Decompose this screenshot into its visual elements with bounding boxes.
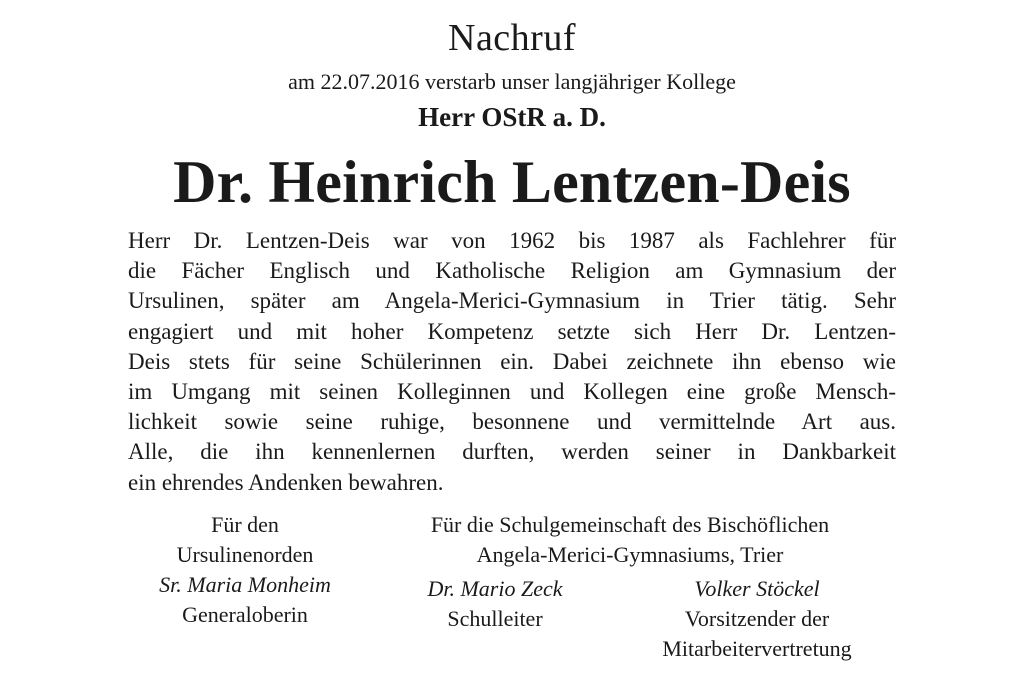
signatory-name: Sr. Maria Monheim <box>159 572 331 597</box>
body-line: lichkeit sowie seine ruhige, besonnene und vermittelnde Art aus. <box>128 409 896 435</box>
signature-org-line: Angela-Merici-Gymnasiums, Trier <box>476 542 784 567</box>
signature-school-heading <box>360 510 900 570</box>
body-line: im Umgang mit seinen Kolleginnen und Kollegen eine große Mensch- <box>128 378 896 404</box>
body-line: Herr Dr. Lentzen-Deis war von 1962 bis 1987 als Fachlehrer für <box>128 228 896 253</box>
body-line: Alle, die ihn kennenlernen durften, werden seiner in Dankbarkeit <box>128 439 896 465</box>
deceased-name: Dr. Heinrich Lentzen-Deis <box>173 149 851 215</box>
signature-org-line: Ursulinenorden <box>176 542 314 567</box>
signature-staff-representative <box>612 574 902 664</box>
signatory-name: Volker Stöckel <box>694 576 820 601</box>
body-line: engagiert und mit hoher Kompetenz setzte sich Herr Dr. Lentzen- <box>128 318 896 344</box>
body-line: Ursulinen, später am Angela-Merici-Gymnasium in Trier tätig. Sehr <box>128 288 896 314</box>
signature-principal <box>390 574 600 634</box>
signature-org-line: Für den <box>211 512 279 537</box>
signature-org-line: Für die Schulgemeinschaft des Bischöflichen <box>430 512 830 537</box>
notice-title: Nachruf <box>448 17 576 59</box>
signature-ursuline-order <box>120 510 370 630</box>
signatory-name: Dr. Mario Zeck <box>427 576 563 601</box>
body-line: die Fächer Englisch und Katholische Religion am Gymnasium der <box>128 258 896 284</box>
signatory-role: Schulleiter <box>447 606 543 631</box>
notice-intro: am 22.07.2016 verstarb unser langjähriger Kollege <box>288 69 736 94</box>
body-line: ein ehrendes Andenken bewahren. <box>128 469 444 495</box>
signatory-role: Vorsitzender der <box>684 606 830 631</box>
signatory-role: Mitarbeitervertretung <box>662 636 852 661</box>
obituary-body <box>128 226 896 498</box>
deceased-rank: Herr OStR a. D. <box>418 102 606 132</box>
signatory-role: Generaloberin <box>182 602 308 627</box>
body-line: Deis stets für seine Schülerinnen ein. Dabei zeichnete ihn ebenso wie <box>128 348 896 374</box>
